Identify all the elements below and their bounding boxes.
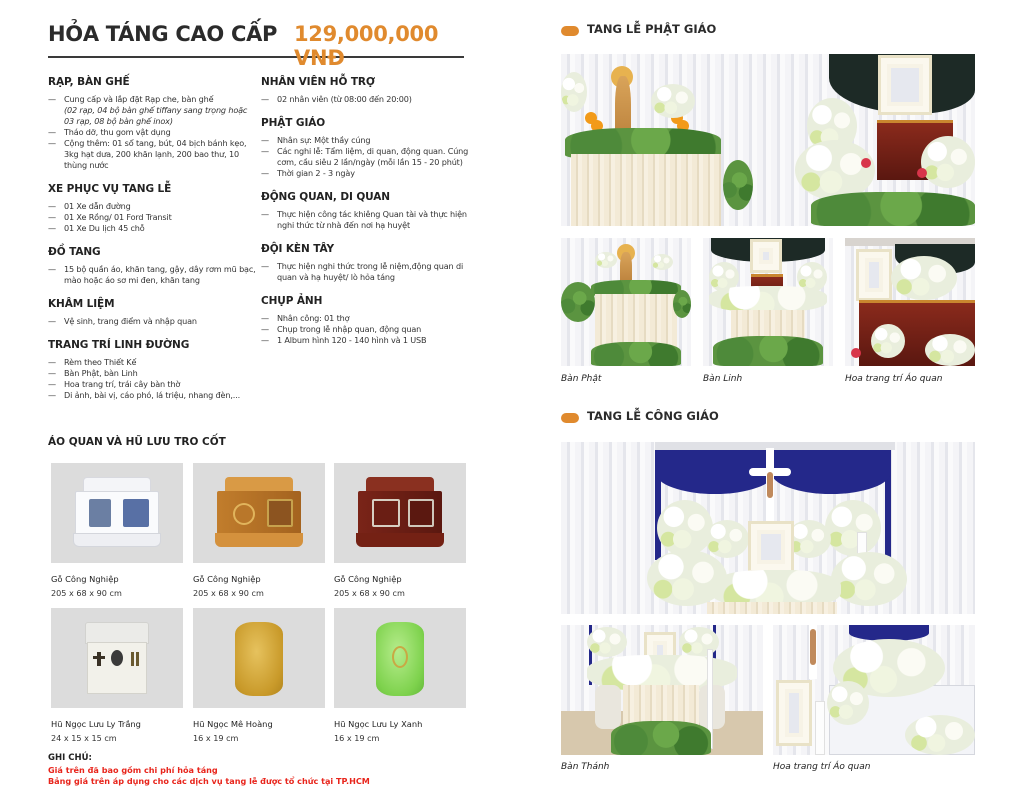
buddhist-main-photo [561,54,975,226]
photo-caption: Bàn Phật [561,374,602,384]
list-item: — 01 Xe Du lịch 45 chỗ [48,223,258,234]
list-item: — Nhân sự: Một thầy cúng [261,135,471,146]
section-mourning-clothes [48,246,258,286]
section-title: TANG LỄ PHẬT GIÁO [587,22,717,36]
list-item: — Thực hiện công tác khiêng Quan tài và thực hiện nghi thức từ nhà đến nơi hạ huyệt [261,209,471,231]
product-size: 16 x 19 cm [193,733,239,743]
list-item: — 02 nhân viên (từ 08:00 đến 20:00) [261,94,471,105]
photo-caption: Hoa trang trí Áo quan [773,762,871,772]
section-heading: CHỤP ẢNH [261,295,323,307]
catholic-main-photo [561,442,975,614]
products-title: ÁO QUAN VÀ HŨ LƯU TRO CỐT [48,436,226,448]
catholic-altar-photo [561,625,763,755]
section-altar-decoration [48,339,258,401]
urn-yellow-image [193,608,325,708]
section-coffin-procession [261,191,471,231]
list-item: — Cộng thêm: 01 sổ tang, bút, 04 bịch bánh kẹo, 3kg hạt dưa, 200 khăn lạnh, 200 bao thư, 10 thùng nước [48,138,258,171]
product-name: Gỗ Công Nghiệp [193,574,261,584]
product-name: Gỗ Công Nghiệp [334,574,402,584]
list-item: — 1 Album hình 120 - 140 hình và 1 USB [261,335,471,346]
section-heading: PHẬT GIÁO [261,117,326,129]
note-line: Bảng giá trên áp dụng cho các dịch vụ tang lễ được tổ chức tại TP.HCM [48,776,370,786]
section-shrouding [48,298,258,327]
coffin-white-image [51,463,183,563]
photo-caption: Hoa trang trí Áo quan [845,374,943,384]
list-item: — Cung cấp và lắp đặt Rạp che, bàn ghế (02 rạp, 04 bộ bàn ghế tiffany sang trọng hoặc 03 rạp, 08 bộ bàn ghế inox) [48,94,258,127]
pill-bullet-icon [561,26,579,36]
memorial-altar-photo [703,238,833,366]
note-line: Giá trên đã bao gồm chi phí hỏa táng [48,765,218,775]
coffin-gold-image [193,463,325,563]
photo-caption: Bàn Thánh [561,762,610,772]
casket-flowers-photo [845,238,975,366]
urn-white-image [51,608,183,708]
list-item: — Thời gian 2 - 3 ngày [261,168,471,179]
page-header [48,22,464,70]
list-item: — 01 Xe Rồng/ 01 Ford Transit [48,212,258,223]
pill-bullet-icon [561,413,579,423]
product-card [51,608,183,743]
catholic-casket-photo [773,625,975,755]
product-card [193,463,325,598]
services-column-right [261,76,471,356]
section-heading: KHÂM LIỆM [48,298,115,310]
notes-block [48,753,370,787]
section-brass-band [261,243,471,283]
list-item: — 15 bộ quần áo, khăn tang, gậy, dây rơm mũ bạc, mào hoặc áo sơ mi đen, khăn tang [48,264,258,286]
section-heading: ĐỒ TANG [48,246,101,258]
section-heading: TRANG TRÍ LINH ĐƯỜNG [48,339,190,351]
notes-heading: GHI CHÚ: [48,753,92,763]
package-title: HỎA TÁNG CAO CẤP [48,22,278,46]
product-name: Hũ Ngọc Lưu Ly Trắng [51,719,141,729]
cross-icon [97,652,101,666]
list-item: — Các nghi lễ: Tẩm liệm, di quan, động quan. Cúng cơm, cầu siêu 2 lần/ngày (mỗi lần 15 - 20 phút) [261,146,471,168]
coffin-red-image [334,463,466,563]
product-size: 205 x 68 x 90 cm [51,588,122,598]
product-name: Gỗ Công Nghiệp [51,574,119,584]
list-item: — Nhân công: 01 thợ [261,313,471,324]
list-item: — Hoa trang trí, trái cây bàn thờ [48,379,258,390]
product-name: Hũ Ngọc Mê Hoàng [193,719,273,729]
services-column-left [48,76,258,411]
product-size: 24 x 15 x 15 cm [51,733,117,743]
section-vehicles [48,183,258,234]
list-item: — Di ảnh, bài vị, cáo phó, lá triệu, nhang đèn,... [48,390,258,401]
section-title: TANG LỄ CÔNG GIÁO [587,409,719,423]
list-item: — Chụp trong lễ nhập quan, động quan [261,324,471,335]
urn-green-image [334,608,466,708]
list-item: — Thực hiện nghi thức trong lễ niệm,động quan di quan và hạ huyệt/ lò hỏa táng [261,261,471,283]
section-buddhist [261,117,471,179]
section-heading: ĐỘI KÈN TÂY [261,243,335,255]
section-tent-furniture [48,76,258,171]
list-item: — Rèm theo Thiết Kế [48,357,258,368]
buddha-altar-photo [561,238,691,366]
list-item: — Vệ sinh, trang điểm và nhập quan [48,316,258,327]
list-item: — 01 Xe dẫn đường [48,201,258,212]
list-item: — Bàn Phật, bàn Linh [48,368,258,379]
section-heading: ĐỘNG QUAN, DI QUAN [261,191,390,203]
list-item: — Tháo dỡ, thu gom vật dụng [48,127,258,138]
product-name: Hũ Ngọc Lưu Ly Xanh [334,719,423,729]
section-heading: NHÂN VIÊN HỖ TRỢ [261,76,375,88]
section-heading: XE PHỤC VỤ TANG LỄ [48,183,172,195]
product-card [334,608,466,743]
product-card [334,463,466,598]
product-card [193,608,325,743]
product-card [51,463,183,598]
section-support-staff [261,76,471,105]
product-size: 205 x 68 x 90 cm [334,588,405,598]
section-heading: RẠP, BÀN GHẾ [48,76,130,88]
photo-caption: Bàn Linh [703,374,743,384]
product-size: 205 x 68 x 90 cm [193,588,264,598]
section-photography [261,295,471,346]
product-size: 16 x 19 cm [334,733,380,743]
package-price: 129,000,000 VNĐ [294,22,439,70]
